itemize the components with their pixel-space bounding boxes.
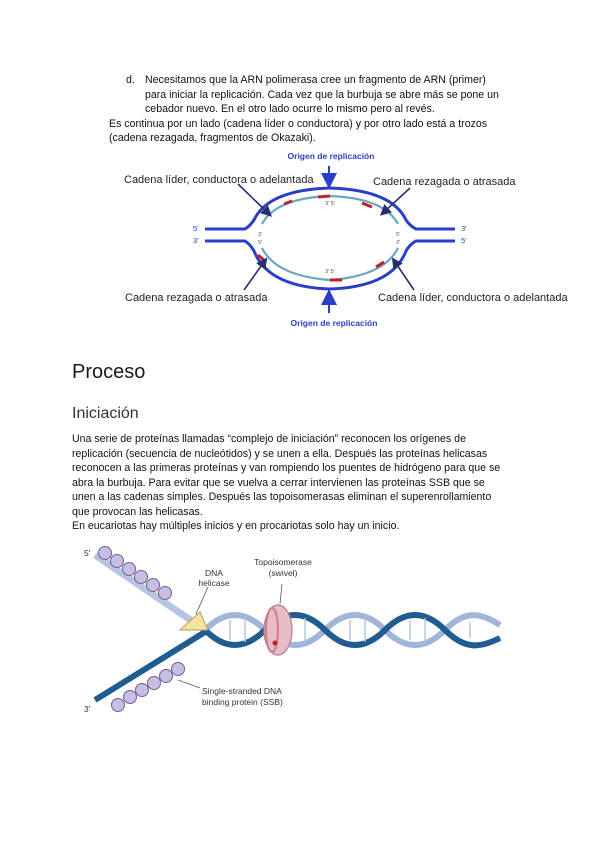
inner-end-label: 3' 5': [325, 269, 335, 275]
paragraph-line: abra la burbuja. Para evitar que se vuelva a cerrar intervienen las proteínas SSB que se: [72, 477, 485, 489]
lagging-strand-arrow-bottom: [244, 262, 264, 290]
continuation-line-2: (cadena rezagada, fragmentos de Okazaki).: [109, 132, 316, 144]
continuation-line-1: Es continua por un lado (cadena líder o conductora) y por otro lado está a trozos: [109, 118, 488, 130]
lagging-strand-label-top: Cadena rezagada o atrasada: [373, 176, 516, 188]
end-label: 3': [461, 224, 467, 233]
helicase-leader-line: [196, 587, 208, 614]
fork-end-label-5: 5': [84, 548, 91, 558]
origin-label-bottom: Origen de replicación: [290, 318, 378, 328]
item-d-line-3: cebador nuevo. En el otro lado ocurre lo mismo pero al revés.: [145, 103, 435, 115]
parental-strand-top: [205, 188, 455, 229]
paragraph-line: unen a las cadenas simples. Después las topoisomerasas eliminan el superenrollamiento: [72, 491, 492, 503]
paragraph-line: que provocan las helicasas.: [72, 506, 203, 518]
topoisomerase-site: [273, 641, 278, 646]
topoisomerase-leader-line: [280, 584, 282, 604]
paragraph-line: Una serie de proteínas llamadas “complejo de iniciación” reconocen los orígenes de: [72, 433, 466, 445]
new-strand-bottom: [262, 248, 398, 280]
primer: [284, 201, 292, 204]
parental-strand-bottom: [205, 241, 455, 289]
helicase-label: helicase: [198, 578, 230, 588]
helicase-label: DNA: [205, 568, 223, 578]
fork-end-label-3: 3': [84, 704, 91, 714]
item-d-line-2: para iniciar la replicación. Cada vez que la burbuja se abre más se pone un: [145, 89, 499, 101]
leading-strand-label-bottom: Cadena líder, conductora o adelantada: [378, 292, 568, 304]
paragraph-line: reconocen a las primeras proteínas y van rompiendo los puentes de hidrógeno para que se: [72, 462, 501, 474]
ssb-label: binding protein (SSB): [202, 697, 283, 707]
leading-strand-arrow-top: [238, 184, 268, 213]
topoisomerase-label: (swivel): [268, 568, 298, 578]
ssb-leader-line: [178, 680, 200, 688]
leading-strand-label-top: Cadena líder, conductora o adelantada: [124, 174, 314, 186]
inner-end-label: 5': [258, 240, 263, 246]
replication-bubble-diagram: [0, 0, 600, 340]
item-d-line-1: Necesitamos que la ARN polimerasa cree un fragmento de ARN (primer): [145, 74, 486, 86]
inner-end-label: 3': [258, 232, 263, 238]
end-label: 5': [193, 224, 199, 233]
paragraph-line: En eucariotas hay múltiples inicios y en procariotas solo hay un inicio.: [72, 520, 400, 532]
subsection-title: Iniciación: [72, 405, 139, 422]
lagging-strand-label-bottom: Cadena rezagada o atrasada: [125, 292, 268, 304]
ssb-proteins-top: [99, 547, 172, 600]
single-strand-top: [95, 555, 205, 630]
origin-label-top: Origen de replicación: [287, 151, 375, 161]
primer: [318, 196, 330, 197]
end-label: 5': [461, 236, 467, 245]
replication-fork-diagram: [0, 540, 600, 730]
single-strand-bottom: [95, 632, 205, 700]
end-label: 3': [193, 236, 199, 245]
inner-end-label: 5': [396, 232, 401, 238]
section-title: Proceso: [72, 361, 146, 383]
list-marker-d: d.: [126, 74, 135, 86]
leading-strand-arrow-bottom: [395, 262, 414, 290]
topoisomerase-label: Topoisomerase: [254, 557, 312, 567]
inner-end-label: 3': [396, 240, 401, 246]
ssb-label: Single-stranded DNA: [202, 686, 282, 696]
inner-end-label: 3' 5': [325, 201, 335, 207]
paragraph-line: replicación (secuencia de nucleótidos) y se unen a ella. Después las proteínas helicasas: [72, 448, 488, 460]
